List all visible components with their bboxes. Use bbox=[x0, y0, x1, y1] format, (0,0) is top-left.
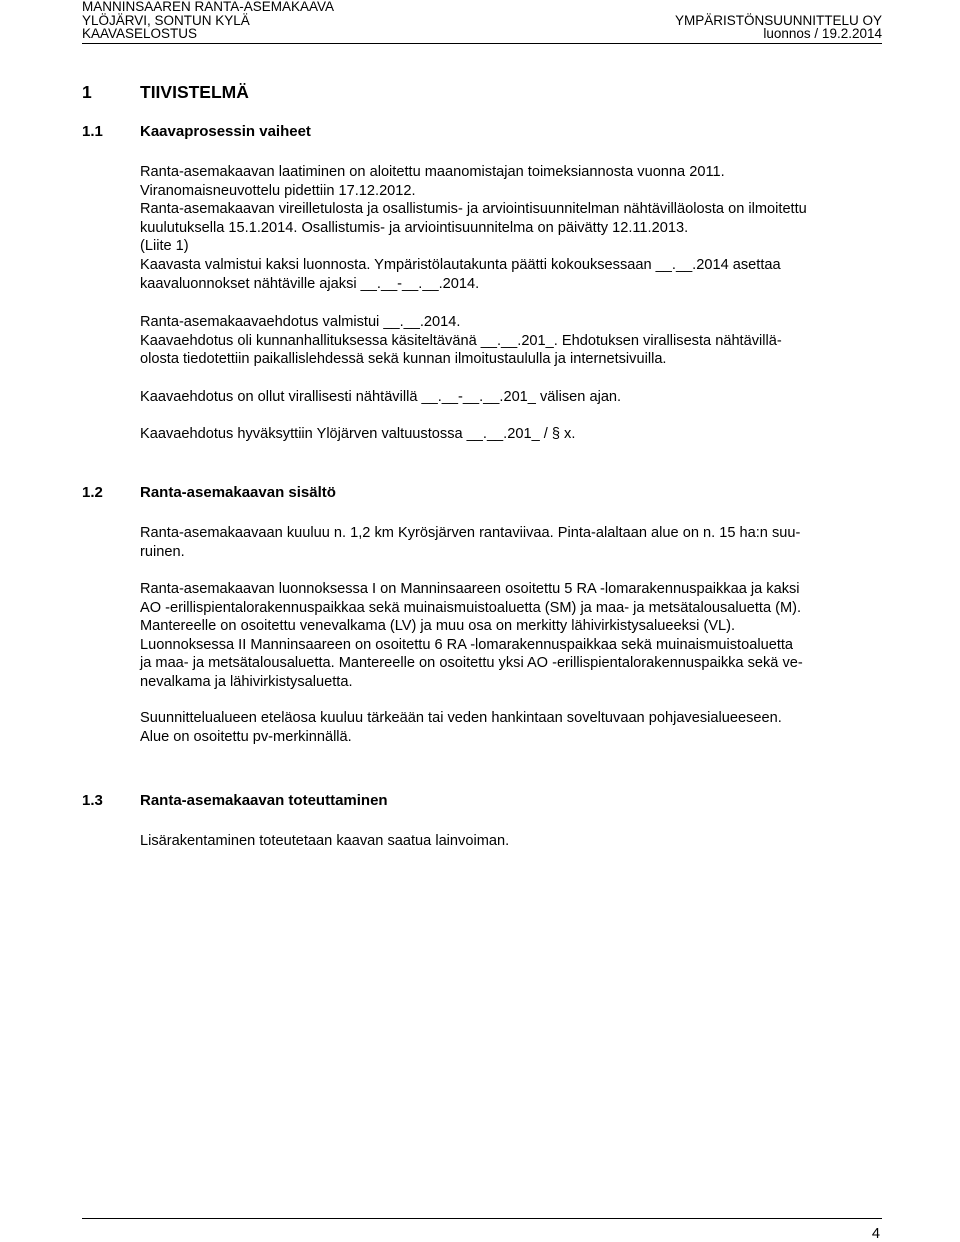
text-line: Ranta-asemakaavan vireilletulosta ja osallistumis- ja arviointisuunnitelman nähtävilläolosta on ilmoitettu bbox=[140, 201, 807, 218]
section-title: Ranta-asemakaavan sisältö bbox=[140, 484, 336, 501]
page-header-right bbox=[675, 0, 882, 41]
text-line: Luonnoksessa II Manninsaareen on osoitettu 6 RA -lomarakennuspaikkaa sekä muinaismuistoaluetta bbox=[140, 636, 794, 653]
text-line: Suunnittelualueen eteläosa kuuluu tärkeään tai veden hankintaan soveltuvaan pohjavesialueeseen. bbox=[140, 710, 782, 726]
process-steps-block bbox=[140, 163, 880, 293]
header-divider bbox=[82, 43, 882, 44]
header-project-title: MANNINSAAREN RANTA-ASEMAKAAVA bbox=[82, 0, 335, 14]
proposal-block bbox=[140, 313, 880, 369]
text-line: Ranta-asemakaavan luonnoksessa I on Manninsaareen osoitettu 5 RA -lomarakennuspaikkaa ja kaksi bbox=[140, 581, 800, 597]
approval-line bbox=[140, 425, 880, 444]
header-document-type: KAAVASELOSTUS bbox=[82, 26, 198, 41]
header-company: YMPÄRISTÖNSUUNNITTELU OY bbox=[674, 12, 882, 28]
section-number: 1.3 bbox=[82, 792, 103, 809]
text-line: Mantereelle on osoitettu venevalkama (LV) ja muu osa on merkitty lähivirkistysalueeksi (VL). bbox=[140, 618, 736, 635]
text-line: Lisärakentaminen toteutetaan kaavan saatua lainvoiman. bbox=[140, 833, 510, 849]
section-number: 1 bbox=[82, 82, 92, 102]
text-line: Ranta-asemakaavaan kuuluu n. 1,2 km Kyrösjärven rantaviivaa. Pinta-alaltaan alue on n. 15 ha:n suu- bbox=[140, 525, 801, 541]
header-version-date: luonnos / 19.2.2014 bbox=[763, 26, 882, 41]
text-line: kuulutuksella 15.1.2014. Osallistumis- ja arviointisuunnitelma on päivätty 12.11.2013. bbox=[140, 219, 689, 236]
text-line: Ranta-asemakaavaehdotus valmistui __.__.2014. bbox=[140, 314, 461, 330]
area-size-paragraph bbox=[140, 524, 880, 561]
text-line: nevalkama ja lähivirkistysaluetta. bbox=[140, 673, 353, 690]
text-line: olosta tiedotettiin paikallislehdessä sekä kunnan ilmoitustaululla ja internetsivuilla. bbox=[140, 351, 667, 368]
text-line: Ranta-asemakaavan laatiminen on aloitettu maanomistajan toimeksiannosta vuonna 2011. bbox=[140, 164, 725, 180]
section-heading-1-1 bbox=[82, 123, 311, 140]
text-line: ruinen. bbox=[140, 543, 185, 560]
section-title: TIIVISTELMÄ bbox=[140, 82, 249, 102]
page-number: 4 bbox=[871, 1226, 880, 1242]
text-line: Kaavaehdotus on ollut virallisesti nähtävillä __.__-__.__.201_ välisen ajan. bbox=[140, 389, 622, 405]
section-number: 1.1 bbox=[82, 123, 103, 140]
draft-contents-paragraph bbox=[140, 580, 880, 692]
text-line: ja maa- ja metsätalousaluetta. Mantereelle on osoitettu yksi AO -erillispientalorakennuspaikka sekä ve- bbox=[140, 655, 803, 672]
footer-divider bbox=[82, 1218, 882, 1219]
section-heading-1 bbox=[82, 82, 249, 103]
groundwater-paragraph bbox=[140, 709, 880, 746]
text-line: Kaavaehdotus oli kunnanhallituksessa käsiteltävänä __.__.201_. Ehdotuksen virallisesta nähtävillä- bbox=[140, 332, 782, 349]
text-line: Kaavaehdotus hyväksyttiin Ylöjärven valtuustossa __.__.201_ / § x. bbox=[140, 426, 576, 442]
text-line: kaavaluonnokset nähtäville ajaksi __.__-__.__.2014. bbox=[140, 275, 480, 292]
section-heading-1-3 bbox=[82, 792, 388, 809]
public-display-line bbox=[140, 388, 880, 407]
text-line: (Liite 1) bbox=[140, 238, 189, 255]
text-line: Viranomaisneuvottelu pidettiin 17.12.2012. bbox=[140, 182, 416, 199]
implementation-paragraph bbox=[140, 832, 880, 851]
header-location: YLÖJÄRVI, SONTUN KYLÄ bbox=[82, 12, 250, 28]
section-title: Kaavaprosessin vaiheet bbox=[140, 123, 311, 140]
text-line: Kaavasta valmistui kaksi luonnosta. Ympäristölautakunta päätti kokouksessaan __.__.2014 asettaa bbox=[140, 256, 781, 273]
text-line: AO -erillispientalorakennuspaikkaa sekä muinaismuistoaluetta (SM) ja maa- ja metsätalousaluetta (M). bbox=[140, 599, 802, 616]
section-number: 1.2 bbox=[82, 484, 103, 501]
section-title: Ranta-asemakaavan toteuttaminen bbox=[140, 792, 388, 809]
text-line: Alue on osoitettu pv-merkinnällä. bbox=[140, 728, 352, 745]
section-heading-1-2 bbox=[82, 484, 336, 501]
page-header-left bbox=[82, 0, 334, 41]
